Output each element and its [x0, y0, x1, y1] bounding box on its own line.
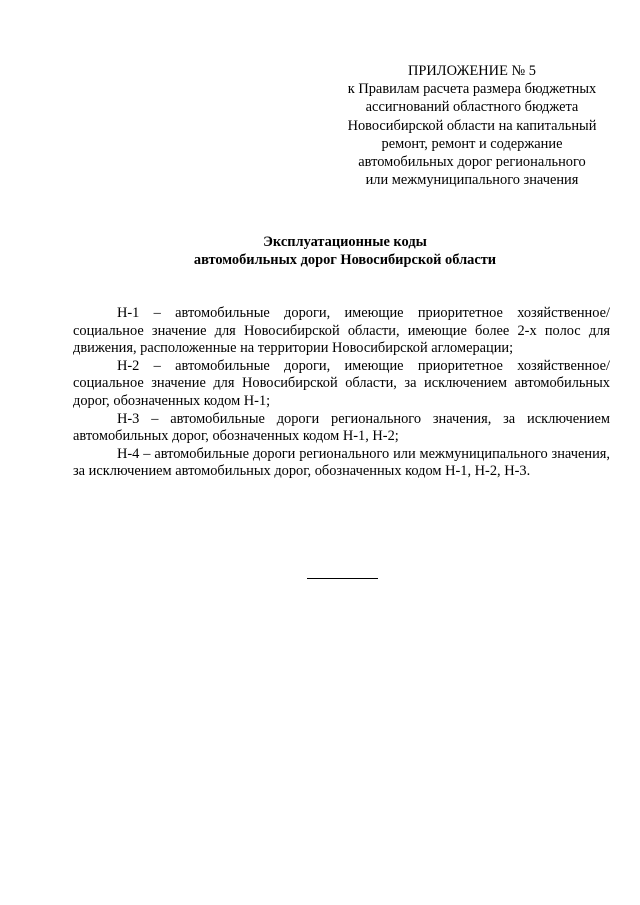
code-paragraph-n3: Н-3 – автомобильные дороги регионального значения, за исключением автомобильных дорог, обозначенных кодом Н-1, Н-2;	[73, 410, 610, 445]
appendix-line: автомобильных дорог регионального	[358, 154, 586, 171]
appendix-line: или межмуниципального значения	[365, 172, 579, 189]
appendix-number: ПРИЛОЖЕНИЕ № 5	[408, 63, 536, 79]
code-paragraph-n2: Н-2 – автомобильные дороги, имеющие приоритетное хозяйственное/социальное значение для Новосибирской области, за исключением автомобильных дорог, обозначенных кодом Н-1;	[73, 357, 610, 409]
document-title	[80, 233, 610, 270]
code-paragraph-n4: Н-4 – автомобильные дороги регионального или межмуниципального значения, за исключением автомобильных дорог, обозначенных кодом Н-1, Н-2, Н-3.	[73, 445, 610, 480]
appendix-line: Новосибирской области на капитальный	[347, 117, 597, 134]
appendix-header	[330, 62, 614, 189]
document-title-line: автомобильных дорог Новосибирской области	[193, 252, 497, 269]
code-paragraph-n1: Н-1 – автомобильные дороги, имеющие приоритетное хозяйственное/социальное значение для Новосибирской области, имеющие более 2-х полос для движения, расположенные на территории Новосибирской агломерации;	[73, 305, 610, 357]
document-body	[73, 305, 610, 481]
appendix-line: ремонт, ремонт и содержание	[381, 135, 563, 152]
document-title-line: Эксплуатационные коды	[263, 234, 427, 250]
end-separator-line	[307, 578, 378, 579]
appendix-line: ассигнований областного бюджета	[365, 99, 579, 116]
appendix-line: к Правилам расчета размера бюджетных	[347, 81, 597, 98]
